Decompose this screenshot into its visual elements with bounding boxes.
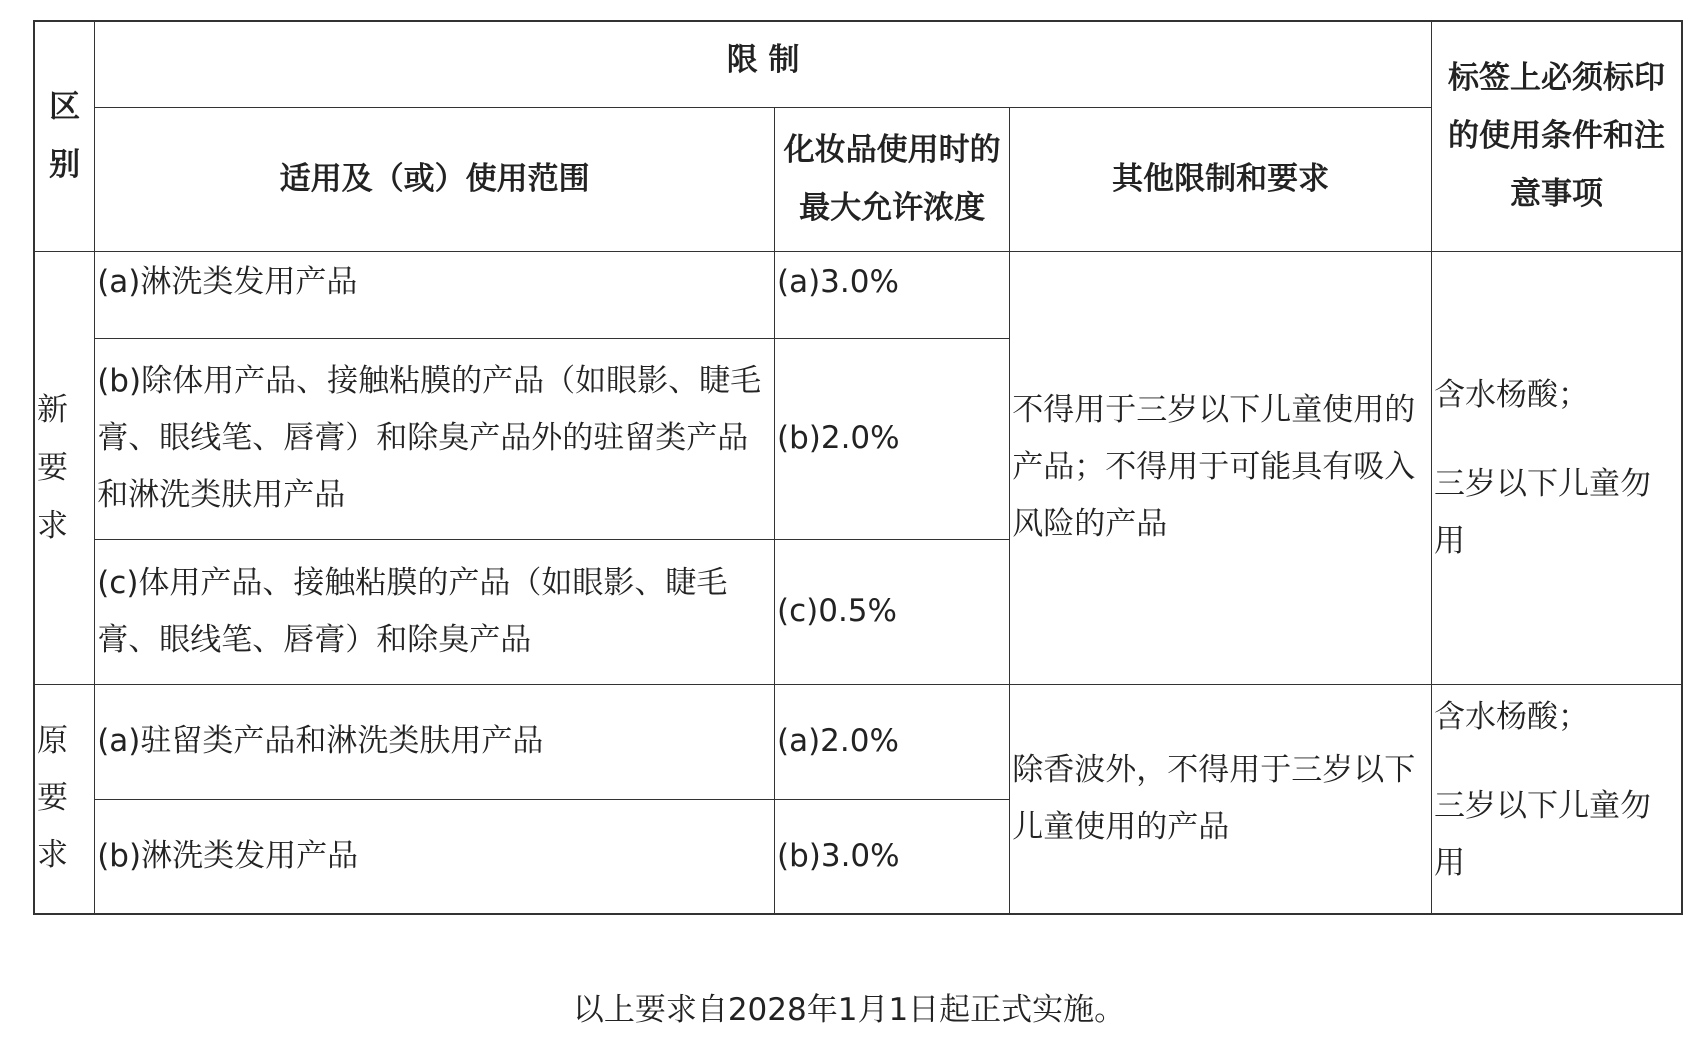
concentration-cell bbox=[774, 251, 1009, 338]
scope-text: (b)淋洗类发用产品 bbox=[97, 837, 359, 874]
concentration-cell bbox=[774, 799, 1009, 914]
table-row bbox=[34, 251, 1682, 338]
salicylic-acid-restriction-table bbox=[33, 20, 1683, 915]
concentration-cell bbox=[774, 539, 1009, 684]
header-scope-label: 适用及（或）使用范围 bbox=[279, 160, 590, 197]
concentration-text: (a)2.0% bbox=[776, 723, 899, 759]
header-scope bbox=[95, 107, 775, 251]
concentration-text: (b)3.0% bbox=[776, 837, 900, 874]
label-notes-cell-old bbox=[1432, 684, 1682, 914]
header-label-notes bbox=[1432, 21, 1682, 251]
scope-text: (a)淋洗类发用产品 bbox=[97, 263, 358, 300]
header-restrictions bbox=[95, 21, 1432, 107]
other-cell-old bbox=[1010, 684, 1432, 914]
label-notes-cell-new bbox=[1432, 251, 1682, 684]
scope-cell bbox=[95, 539, 775, 684]
scope-text: (b)除体用产品、接触粘膜的产品（如眼影、睫毛膏、眼线笔、唇膏）和除臭产品外的驻留类产品和淋洗类肤用产品 bbox=[97, 363, 762, 513]
scope-cell bbox=[95, 338, 775, 539]
label-note-line2: 三岁以下儿童勿用 bbox=[1434, 466, 1652, 559]
concentration-text: (a)3.0% bbox=[776, 263, 899, 300]
header-max-concentration-label: 化妆品使用时的最大允许浓度 bbox=[783, 132, 1001, 226]
scope-cell bbox=[95, 799, 775, 914]
header-row-top bbox=[34, 21, 1682, 107]
category-label: 新要求 bbox=[37, 391, 68, 544]
scope-text: (c)体用产品、接触粘膜的产品（如眼影、睫毛膏、眼线笔、唇膏）和除臭产品 bbox=[97, 564, 728, 658]
scope-cell bbox=[95, 251, 775, 338]
concentration-cell bbox=[774, 684, 1009, 799]
concentration-text: (c)0.5% bbox=[776, 593, 897, 629]
category-cell-new bbox=[34, 251, 95, 684]
label-note-line1: 含水杨酸； bbox=[1434, 698, 1590, 735]
category-cell-old bbox=[34, 684, 95, 914]
label-note-line2: 三岁以下儿童勿用 bbox=[1434, 787, 1652, 881]
category-label: 原要求 bbox=[37, 723, 68, 874]
header-restrictions-label: 限 制 bbox=[726, 42, 800, 78]
other-text: 不得用于三岁以下儿童使用的产品；不得用于可能具有吸入风险的产品 bbox=[1012, 392, 1416, 542]
label-note-line1: 含水杨酸； bbox=[1434, 377, 1590, 413]
header-other-label: 其他限制和要求 bbox=[1112, 160, 1330, 197]
concentration-cell bbox=[774, 338, 1009, 539]
header-max-concentration bbox=[774, 107, 1009, 251]
scope-cell bbox=[95, 684, 775, 799]
header-label-notes-label: 标签上必须标印的使用条件和注意事项 bbox=[1448, 60, 1666, 213]
scope-text: (a)驻留类产品和淋洗类肤用产品 bbox=[97, 723, 544, 759]
table-row bbox=[34, 684, 1682, 799]
header-category bbox=[34, 21, 95, 251]
header-other bbox=[1010, 107, 1432, 251]
concentration-text: (b)2.0% bbox=[776, 420, 900, 456]
footnote: 以上要求自2028年1月1日起正式实施。 bbox=[572, 992, 1126, 1028]
other-text: 除香波外，不得用于三岁以下儿童使用的产品 bbox=[1012, 751, 1416, 845]
header-category-label: 区别 bbox=[49, 89, 81, 184]
other-cell-new bbox=[1010, 251, 1432, 684]
regulation-document bbox=[33, 20, 1683, 915]
